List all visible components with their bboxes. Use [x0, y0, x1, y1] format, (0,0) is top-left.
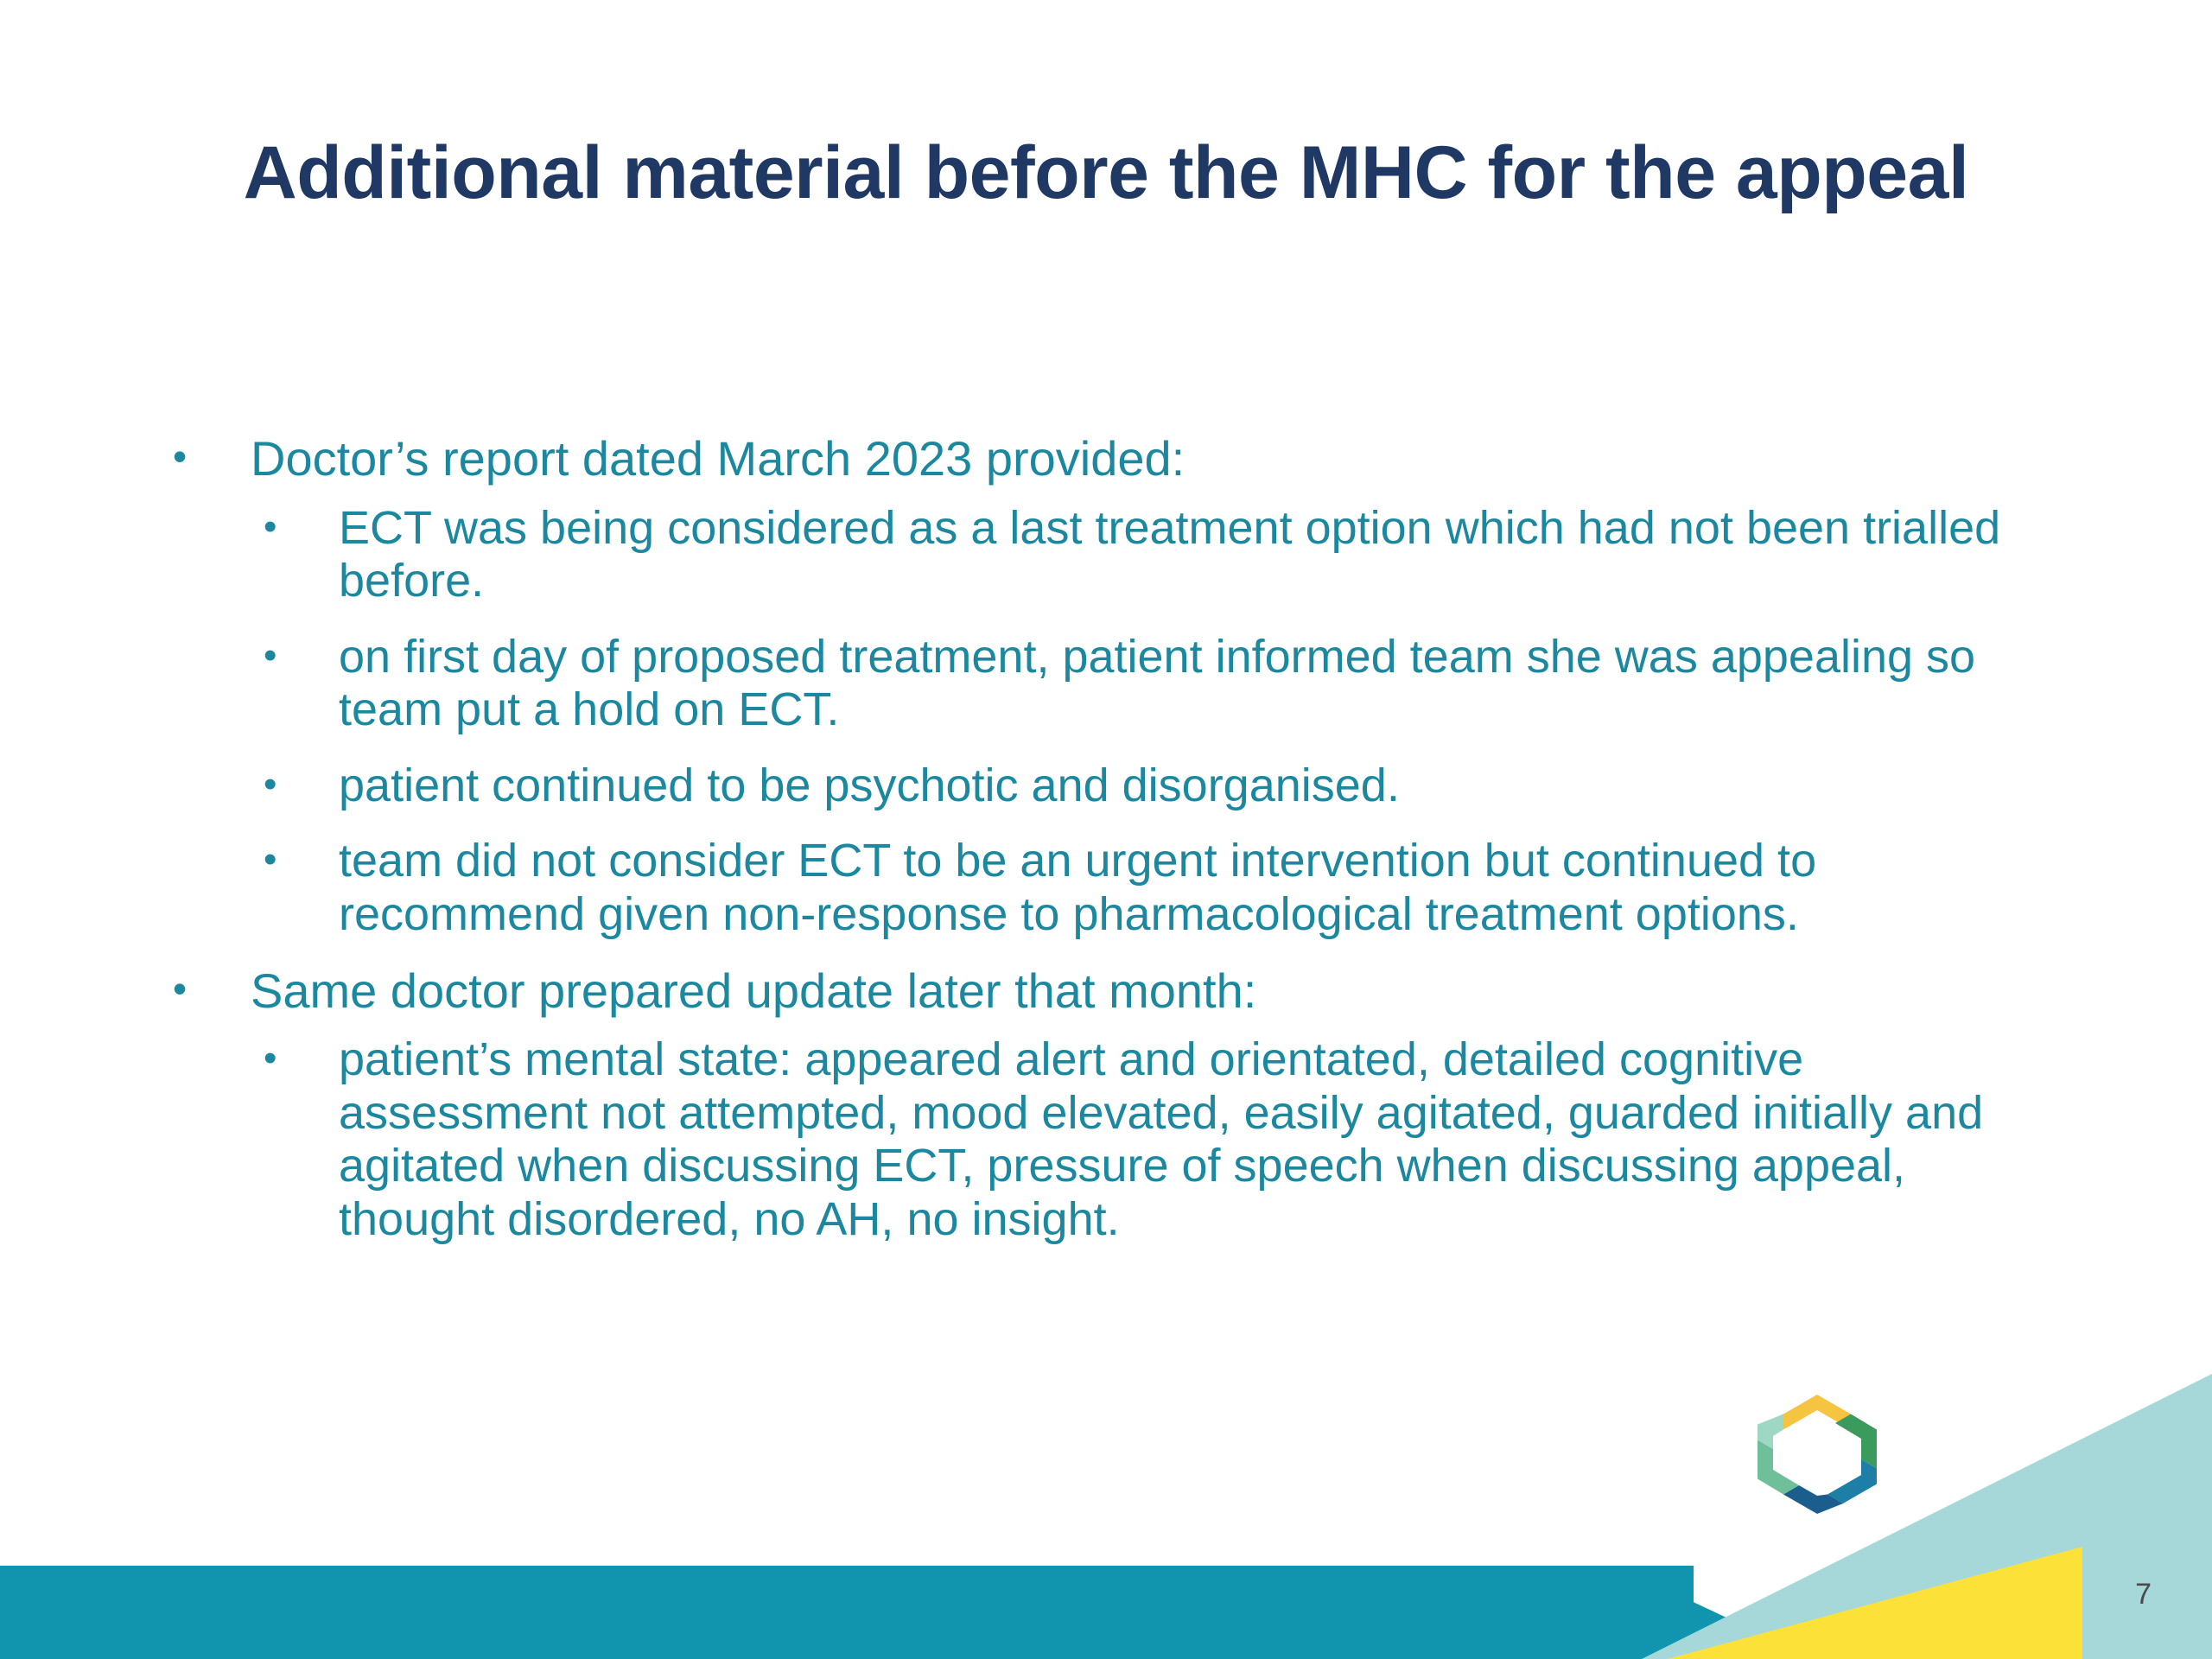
sub-bullet-group	[156, 502, 2065, 942]
bullet-text: patient continued to be psychotic and disorganised.	[339, 759, 1400, 811]
bullet-item-level2	[156, 835, 2065, 941]
bullet-text: ECT was being considered as a last treatment option which had not been trialled before.	[339, 501, 2001, 607]
bullet-glyph-icon: •	[264, 762, 277, 805]
bullet-glyph-icon: •	[264, 505, 277, 548]
page-number: 7	[2135, 1578, 2152, 1611]
bullet-text: team did not consider ECT to be an urgent intervention but continued to recommend given non-response to pharmacological treatment options.	[339, 835, 1817, 940]
footer-teal-bar	[0, 1566, 1694, 1659]
sub-bullet-group	[156, 1033, 2065, 1246]
bullet-text: Same doctor prepared update later that month:	[251, 963, 1257, 1018]
bullet-item-level2	[156, 1033, 2065, 1246]
bullet-glyph-icon: •	[264, 633, 277, 677]
slide-body	[156, 432, 2065, 1268]
bullet-text: Doctor’s report dated March 2023 provided:	[251, 431, 1185, 486]
bullet-glyph-icon: •	[173, 965, 188, 1011]
bullet-item-level2	[156, 502, 2065, 608]
bullet-item-level1	[156, 964, 2065, 1019]
bullet-item-level2	[156, 631, 2065, 737]
brand-logo-icon	[1752, 1389, 1882, 1519]
bullet-glyph-icon: •	[264, 1037, 277, 1080]
bullet-item-level1	[156, 432, 2065, 486]
bullet-item-level2	[156, 760, 2065, 813]
bullet-glyph-icon: •	[264, 838, 277, 881]
bullet-text: on first day of proposed treatment, patient informed team she was appealing so team put a hold on ECT.	[339, 630, 1976, 736]
bullet-glyph-icon: •	[173, 434, 188, 479]
bullet-text: patient’s mental state: appeared alert and orientated, detailed cognitive assessment not attempted, mood elevated, easily agitated, guarded initially and agitated when discussing ECT, pressure of speech when discussing appeal, thought disordered, no AH, no insight.	[339, 1033, 1984, 1245]
page-title: Additional material before the MHC for the appeal	[243, 131, 1969, 214]
